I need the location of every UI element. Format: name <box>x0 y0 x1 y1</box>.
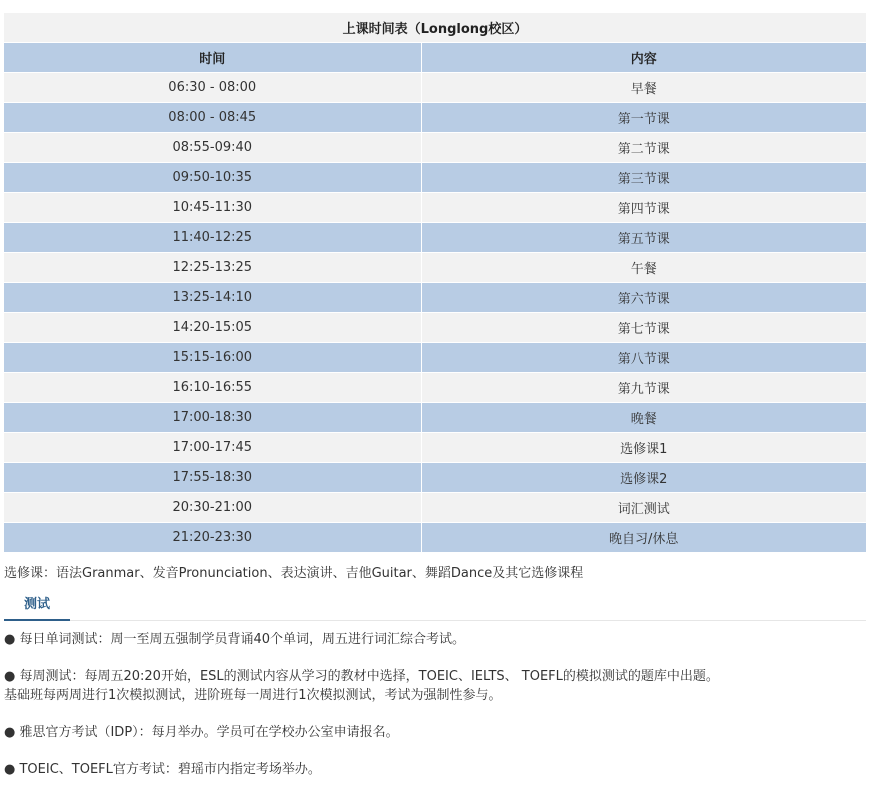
test-item-weekly-detail: 基础班每两周进行1次模拟测试，进阶班每一周进行1次模拟测试，考试为强制性参与。 <box>4 688 502 703</box>
schedule-table <box>4 13 866 553</box>
schedule-row <box>4 163 866 193</box>
test-item-toeic: ● TOEIC、TOEFL官方考试：碧瑶市内指定考场举办。 <box>4 762 321 777</box>
schedule-row <box>4 493 866 523</box>
schedule-row <box>4 103 866 133</box>
schedule-time-cell: 15:15-16:00 <box>4 343 421 373</box>
schedule-content-cell: 词汇测试 <box>421 493 866 523</box>
schedule-time-cell: 14:20-15:05 <box>4 313 421 343</box>
schedule-content-cell: 第九节课 <box>421 373 866 403</box>
schedule-row <box>4 193 866 223</box>
elective-note: 选修课：语法Granmar、发音Pronunciation、表达演讲、吉他Guitar、舞蹈Dance及其它选修课程 <box>4 566 584 581</box>
schedule-time-cell: 17:00-17:45 <box>4 433 421 463</box>
schedule-row <box>4 373 866 403</box>
schedule-row <box>4 463 866 493</box>
schedule-time-cell: 20:30-21:00 <box>4 493 421 523</box>
schedule-content-cell: 午餐 <box>421 253 866 283</box>
schedule-time-cell: 09:50-10:35 <box>4 163 421 193</box>
schedule-time-cell: 08:00 - 08:45 <box>4 103 421 133</box>
schedule-row <box>4 253 866 283</box>
schedule-content-cell: 第八节课 <box>421 343 866 373</box>
schedule-row <box>4 283 866 313</box>
tests-section-tab <box>4 593 70 621</box>
schedule-time-cell: 17:00-18:30 <box>4 403 421 433</box>
schedule-content-cell: 第二节课 <box>421 133 866 163</box>
schedule-time-cell: 11:40-12:25 <box>4 223 421 253</box>
schedule-time-cell: 16:10-16:55 <box>4 373 421 403</box>
schedule-content-cell: 第一节课 <box>421 103 866 133</box>
tests-section-title: 测试 <box>23 597 50 612</box>
schedule-row <box>4 343 866 373</box>
schedule-row <box>4 133 866 163</box>
test-item-daily: ● 每日单词测试：周一至周五强制学员背诵40个单词，周五进行词汇综合考试。 <box>4 632 466 647</box>
schedule-content-cell: 晚自习/休息 <box>421 523 866 553</box>
schedule-row <box>4 403 866 433</box>
schedule-content-cell: 第六节课 <box>421 283 866 313</box>
schedule-content-cell: 第四节课 <box>421 193 866 223</box>
schedule-content-cell: 第五节课 <box>421 223 866 253</box>
schedule-content-cell: 早餐 <box>421 73 866 103</box>
schedule-time-cell: 08:55-09:40 <box>4 133 421 163</box>
schedule-time-cell: 10:45-11:30 <box>4 193 421 223</box>
test-item-weekly: ● 每周测试：每周五20:20开始，ESL的测试内容从学习的教材中选择，TOEIC、IELTS、 TOEFL的模拟测试的题库中出题。 <box>4 669 719 684</box>
schedule-content-cell: 选修课1 <box>421 433 866 463</box>
schedule-title: 上课时间表（Longlong校区） <box>4 13 866 43</box>
schedule-row <box>4 223 866 253</box>
schedule-row <box>4 523 866 553</box>
schedule-time-cell: 12:25-13:25 <box>4 253 421 283</box>
schedule-row <box>4 73 866 103</box>
header-content: 内容 <box>421 43 866 73</box>
schedule-content-cell: 晚餐 <box>421 403 866 433</box>
schedule-row <box>4 433 866 463</box>
schedule-content-cell: 第三节课 <box>421 163 866 193</box>
schedule-content-cell: 选修课2 <box>421 463 866 493</box>
schedule-title-row <box>4 13 866 43</box>
header-time: 时间 <box>4 43 421 73</box>
schedule-content-cell: 第七节课 <box>421 313 866 343</box>
test-item-ielts: ● 雅思官方考试（IDP）：每月举办。学员可在学校办公室申请报名。 <box>4 725 399 740</box>
schedule-time-cell: 13:25-14:10 <box>4 283 421 313</box>
schedule-row <box>4 313 866 343</box>
schedule-time-cell: 17:55-18:30 <box>4 463 421 493</box>
schedule-time-cell: 06:30 - 08:00 <box>4 73 421 103</box>
schedule-header-row <box>4 43 866 73</box>
schedule-time-cell: 21:20-23:30 <box>4 523 421 553</box>
section-divider <box>70 620 866 621</box>
